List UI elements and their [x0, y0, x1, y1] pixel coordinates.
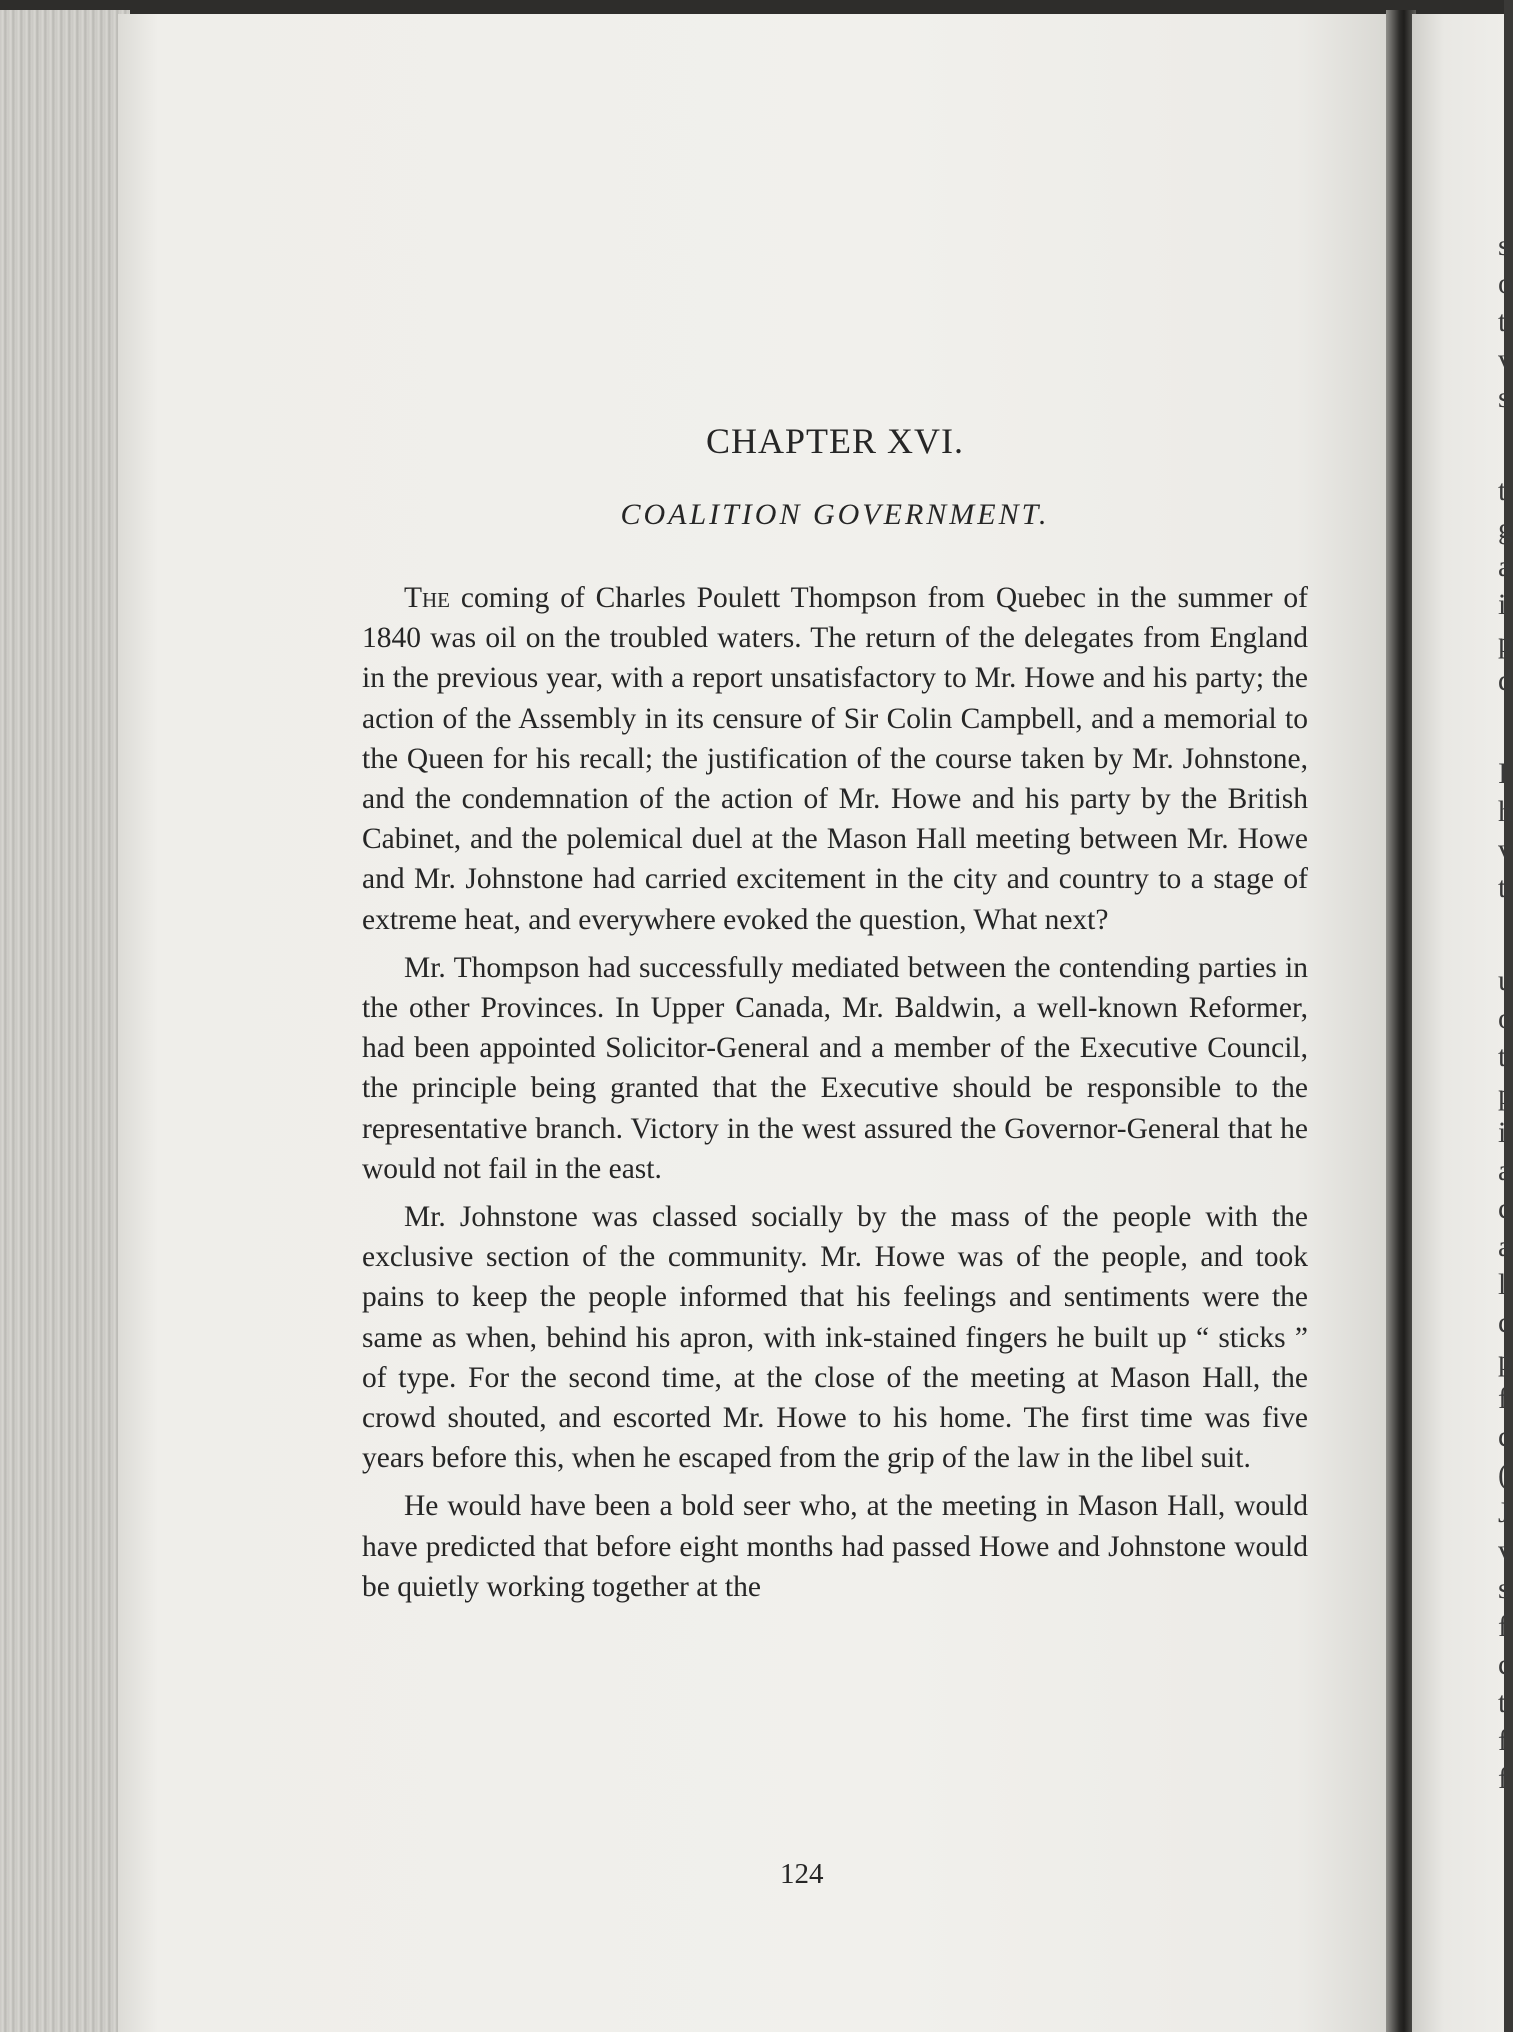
- facing-page-fragment: o: [1498, 267, 1513, 300]
- paragraph: [362, 948, 1308, 1189]
- facing-page-fragment: s: [1498, 1572, 1510, 1605]
- page-stack-edge: [0, 10, 130, 2032]
- paragraph-lead-word: The: [404, 582, 451, 614]
- facing-page-fragment: t: [1498, 1686, 1507, 1719]
- facing-page-fragment: p: [1498, 1344, 1513, 1377]
- facing-page-fragment: p: [1498, 626, 1513, 659]
- facing-page-fragment: i: [1498, 1116, 1507, 1149]
- chapter-number-heading: CHAPTER XVI.: [705, 421, 964, 461]
- facing-page-fragment: h: [1498, 795, 1513, 828]
- facing-page-edge: [1412, 14, 1513, 2032]
- facing-page-fragment: c: [1498, 1420, 1512, 1453]
- facing-page-fragment: f: [1498, 1762, 1508, 1795]
- paragraph: [362, 1486, 1308, 1607]
- facing-page-fragment: t: [1498, 871, 1507, 904]
- facing-page-fragment: J: [1498, 1496, 1510, 1529]
- paragraph-text: coming of Charles Poulett Thompson from Quebec in the summer of 1840 was oil on the troubled waters. The return of the delegates from England in the previous year, with a report unsatisfactory to Mr. Howe and his party; the action of the Assembly in its censure of Sir Colin Campbell, and a memorial to the Queen for his recall; the justification of the course taken by Mr. Johnstone, and the condemnation of the action of Mr. Howe and his party by the British Cabinet, and the polemical duel at the Mason Hall meeting between Mr. Howe and Mr. Johnstone had carried excitement in the city and country to a stage of extreme heat, and everywhere evoked the question, What next?: [362, 582, 1308, 936]
- facing-page-fragment: f: [1498, 1724, 1508, 1757]
- facing-page-fragment: p: [1498, 1078, 1513, 1111]
- paragraph: [362, 578, 1308, 940]
- facing-page-fragment: g: [1498, 512, 1513, 545]
- facing-page-fragment: c: [1498, 1306, 1512, 1339]
- facing-page-fragment: a: [1498, 1230, 1512, 1263]
- paragraph-text: He would have been a bold seer who, at the meeting in Mason Hall, would have predicted that before eight months had passed Howe and Johnstone would be quietly working together at the: [362, 1490, 1308, 1603]
- paragraph-text: Mr. Johnstone was classed socially by the mass of the people with the exclusive section of the community. Mr. Howe was of the people, and took pains to keep the people informed that his feelings and sentiments were the same as when, behind his apron, with ink-stained fingers he built up “ sticks ” of type. For the second time, at the close of the meeting at Mason Hall, the crowd shouted, and escorted Mr. Howe to his home. The first time was five years before this, when he escaped from the grip of the law in the libel suit.: [362, 1201, 1308, 1475]
- facing-page-fragment: d: [1498, 664, 1513, 697]
- page-number: 124: [780, 1858, 824, 1890]
- facing-page-fragment: t: [1498, 1040, 1507, 1073]
- facing-page-fragment: f: [1498, 1382, 1508, 1415]
- facing-page-fragment: f: [1498, 1610, 1508, 1643]
- facing-page-fragment: c: [1498, 1192, 1512, 1225]
- paragraph: [362, 1197, 1308, 1478]
- facing-page-fragment: u: [1498, 964, 1513, 997]
- facing-page-fragment: t: [1498, 474, 1507, 507]
- facing-page-fragment: a: [1498, 550, 1512, 583]
- facing-page-fragment: c: [1498, 1648, 1512, 1681]
- facing-page-fragment: t: [1498, 305, 1507, 338]
- chapter-title: COALITION GOVERNMENT.: [620, 498, 1050, 531]
- facing-page-fragment: l: [1498, 1268, 1507, 1301]
- facing-page-fragment: o: [1498, 1002, 1513, 1035]
- facing-page-fragment: (: [1498, 1458, 1508, 1491]
- facing-page-fragment: v: [1498, 833, 1513, 866]
- facing-page-fragment: v: [1498, 343, 1513, 376]
- page-content: [362, 420, 1308, 1615]
- facing-page-fragment: v: [1498, 1534, 1513, 1567]
- facing-page-fragment: s: [1498, 229, 1510, 262]
- paragraph-text: Mr. Thompson had successfully mediated between the contending parties in the other Provinces. In Upper Canada, Mr. Baldwin, a well-known Reformer, had been appointed Solicitor-General and a member of the Executive Council, the principle being granted that the Executive should be responsible to the representative branch. Victory in the west assured the Governor-General that he would not fail in the east.: [362, 951, 1308, 1185]
- facing-page-fragment: s: [1498, 381, 1510, 414]
- facing-page-fragment: i: [1498, 588, 1507, 621]
- facing-page-fragment: a: [1498, 1154, 1512, 1187]
- facing-page-fragment: I: [1498, 757, 1508, 790]
